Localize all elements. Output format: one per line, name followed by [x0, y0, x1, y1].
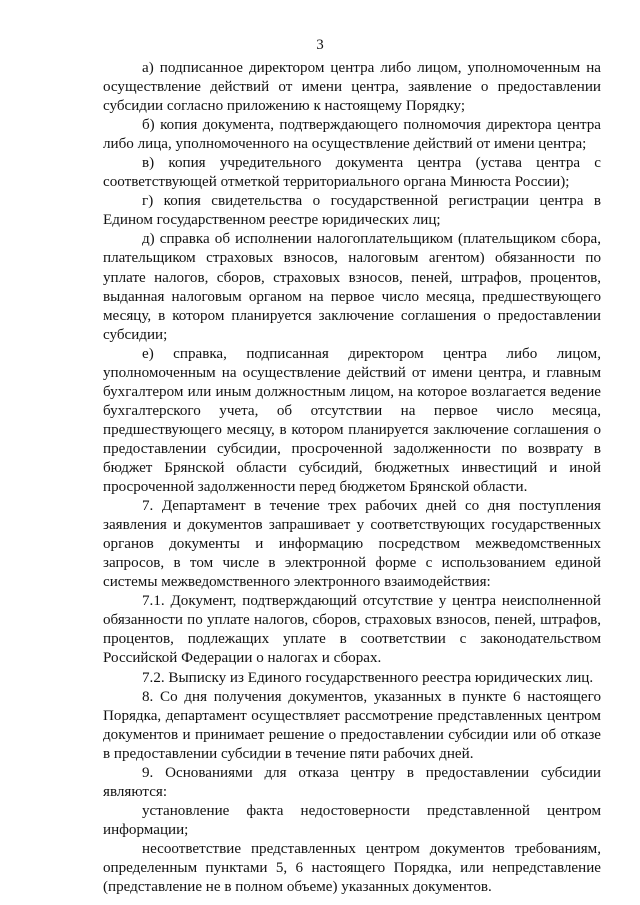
paragraph-e: е) справка, подписанная директором центра либо лицом, уполномоченным на осуществление действий от имени центра, и главным бухгалтером или иным должностным лицом, на которое возлагается ведение бухгалтерского учета, об отсутствии на первое число месяца, предшествующего месяцу, в котором планируется заключение соглашения о предоставлении субсидии, просроченной задолженности по возврату в бюджет Брянской области субсидий, бюджетных инвестиций и иной просроченной задолженности перед бюджетом Брянской области. — [103, 345, 601, 496]
paragraph-v: в) копия учредительного документа центра (устава центра с соответствующей отметкой территориального органа Минюста России); — [103, 155, 601, 191]
paragraph-7-2: 7.2. Выписку из Единого государственного реестра юридических лиц. — [142, 669, 594, 686]
paragraph-8: 8. Со дня получения документов, указанных в пункте 6 настоящего Порядка, департамент осуществляет рассмотрение представленных центром документов и принимает решение о предоставлении субсидии или об отказе в предоставлении субсидии в течение пяти рабочих дней. — [103, 688, 601, 762]
paragraph-7: 7. Департамент в течение трех рабочих дней со дня поступления заявления и документов запрашивает у соответствующих государственных органов документы и информацию посредством межведомственных запросов, в том числе в электронной форме с использованием единой системы межведомственного электронного взаимодействия: — [103, 498, 601, 591]
document-body — [103, 59, 601, 897]
paragraph-9: 9. Основаниями для отказа центру в предоставлении субсидии являются: — [103, 764, 601, 800]
paragraph-b: б) копия документа, подтверждающего полномочия директора центра либо лица, уполномоченного на осуществление действий от имени центра; — [103, 117, 601, 153]
paragraph-d: д) справка об исполнении налогоплательщиком (плательщиком сбора, плательщиком страховых взносов, налоговым агентом) обязанности по уплате налогов, сборов, страховых взносов, пеней, штрафов, процентов, выданная налоговым органом на первое число месяца, предшествующего месяцу, в котором планируется заключение соглашения о предоставлении субсидии; — [103, 231, 601, 343]
paragraph-a: а) подписанное директором центра либо лицом, уполномоченным на осуществление действий от имени центра, заявление о предоставлении субсидии согласно приложению к настоящему Порядку; — [103, 60, 601, 115]
paragraph-7-1: 7.1. Документ, подтверждающий отсутствие у центра неисполненной обязанности по уплате налогов, сборов, страховых взносов, пеней, штрафов, процентов, подлежащих уплате в соответствии с законодательством Российской Федерации о налогах и сборах. — [103, 593, 601, 667]
paragraph-g: г) копия свидетельства о государственной регистрации центра в Едином государственном реестре юридических лиц; — [103, 193, 601, 229]
paragraph-9-ground-1: установление факта недостоверности представленной центром информации; — [103, 802, 601, 838]
page-number: 3 — [316, 37, 324, 53]
paragraph-9-ground-2: несоответствие представленных центром документов требованиям, определенным пунктами 5, 6 настоящего Порядка, или непредставление (представление не в полном объеме) указанных документов. — [103, 840, 601, 896]
